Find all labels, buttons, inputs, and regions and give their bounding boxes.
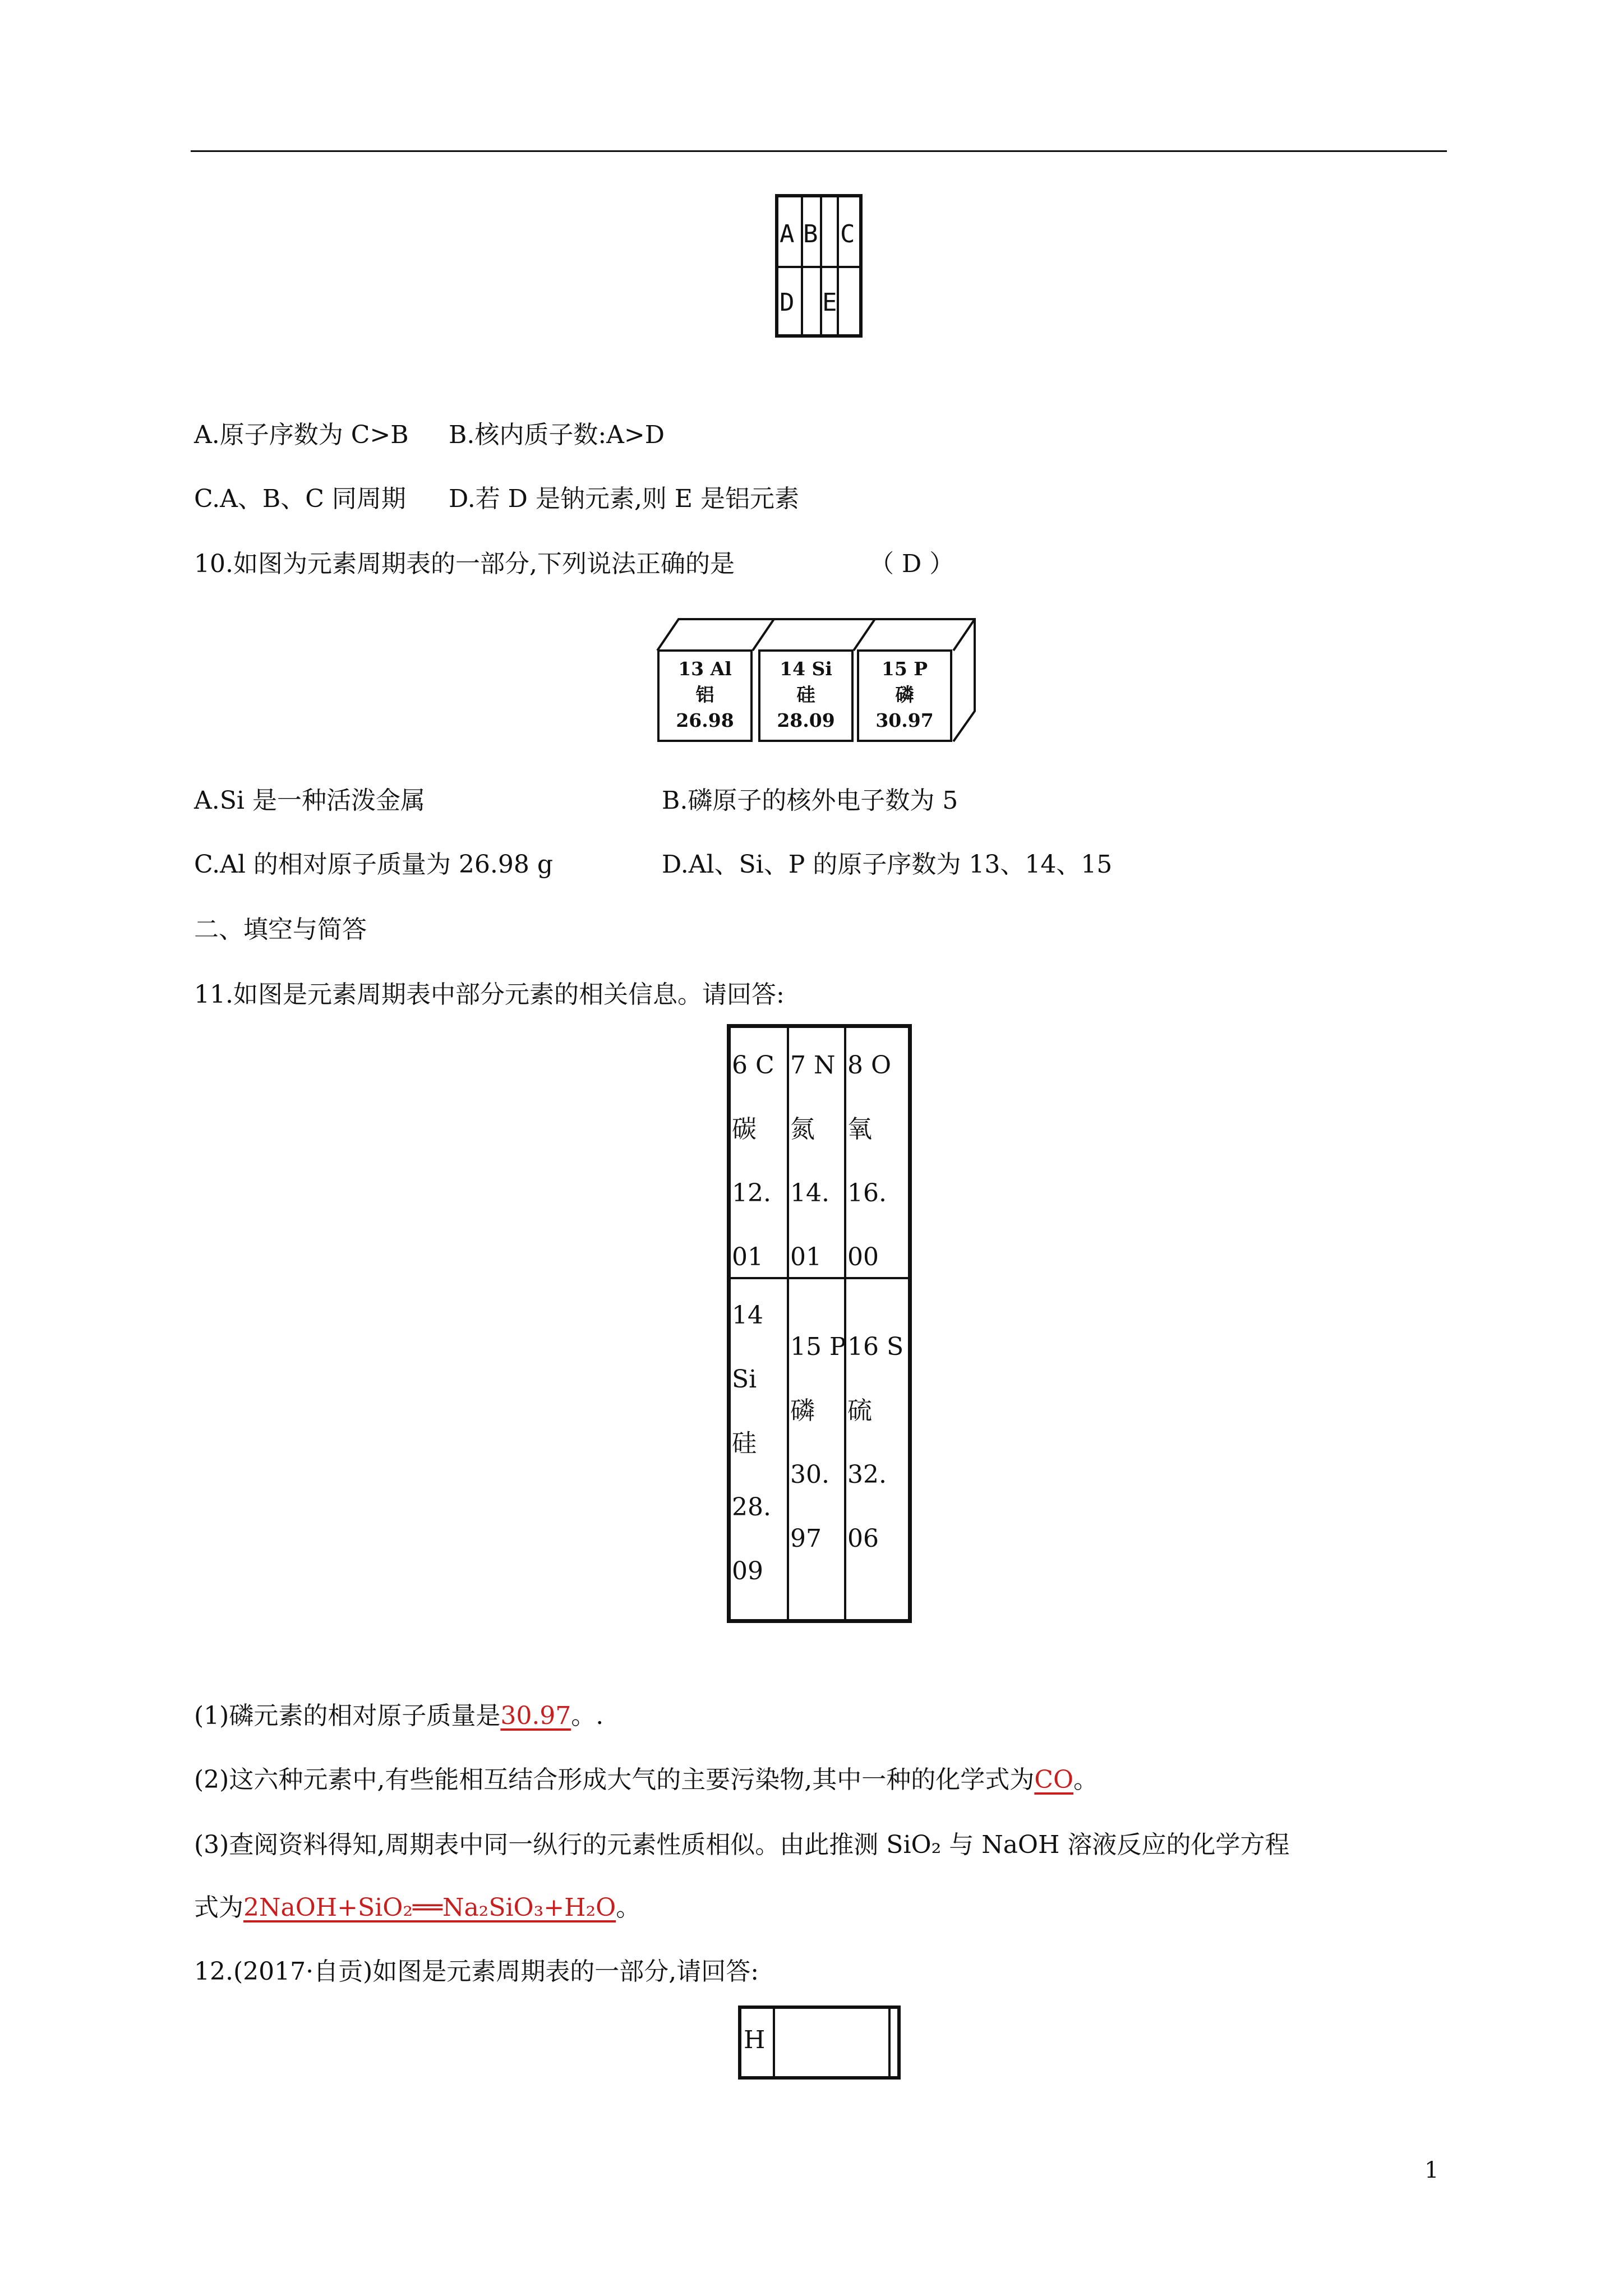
card-head: 13 Al — [678, 658, 732, 680]
q11-part3-line1: (3)查阅资料得知,周期表中同一纵行的元素性质相似。由此推测 SiO₂ 与 NaOH 溶液反应的化学方程 — [194, 1831, 1290, 1859]
card-name: 铝 — [695, 684, 714, 706]
q11-part3-line2: 式为2NaOH+SiO₂══Na₂SiO₃+H₂O。 — [194, 1893, 641, 1922]
periodic-grid-abcde — [775, 194, 863, 338]
q9-option-c: C.A、B、C 同周期 — [194, 485, 406, 513]
element-table-six — [727, 1024, 912, 1623]
table-divider — [787, 1028, 789, 1619]
q10-option-d: D.Al、Si、P 的原子序数为 13、14、15 — [662, 850, 1113, 879]
cell-hydrogen: H — [744, 2026, 766, 2054]
card-head: 14 Si — [780, 658, 832, 680]
q10-option-a: A.Si 是一种活泼金属 — [194, 786, 425, 815]
q11-part1: (1)磷元素的相对原子质量是30.97。. — [194, 1702, 604, 1730]
element-card-p — [857, 649, 952, 742]
grid-cell-c: C — [840, 220, 855, 248]
grid-divider — [778, 266, 859, 268]
element-card-si — [758, 649, 854, 742]
section-heading: 二、填空与简答 — [194, 915, 367, 944]
q11-stem: 11.如图是元素周期表中部分元素的相关信息。请回答: — [194, 980, 785, 1009]
q9-option-d: D.若 D 是钠元素,则 E 是铝元素 — [449, 485, 800, 513]
q10-option-b: B.磷原子的核外电子数为 5 — [662, 786, 958, 815]
cell-silicon: 14 Si 硅 28. 09 — [732, 1301, 771, 1585]
q12-stem: 12.(2017·自贡)如图是元素周期表的一部分,请回答: — [194, 1957, 759, 1986]
element-card-al — [657, 649, 753, 742]
grid-cell-d: D — [780, 288, 795, 317]
table-divider — [773, 2009, 775, 2076]
q10-answer: （ D ） — [869, 550, 955, 578]
q9-option-b: B.核内质子数:A>D — [449, 421, 665, 449]
grid-cell-b: B — [803, 220, 818, 248]
q10-option-c: C.Al 的相对原子质量为 26.98 g — [194, 850, 554, 879]
card-mass: 30.97 — [875, 709, 934, 731]
answer-blank: CO — [1034, 1765, 1074, 1794]
q9-option-a: A.原子序数为 C>B — [194, 421, 409, 449]
periodic-row-h — [738, 2005, 901, 2080]
cell-phosphorus: 15 P 磷 30. 97 — [790, 1333, 846, 1553]
card-name: 磷 — [895, 684, 914, 706]
card-name: 硅 — [796, 684, 815, 706]
card-mass: 28.09 — [777, 709, 835, 731]
card-head: 15 P — [881, 658, 928, 680]
cell-sulfur: 16 S 硫 32. 06 — [847, 1333, 904, 1553]
answer-blank: 2NaOH+SiO₂══Na₂SiO₃+H₂O — [243, 1893, 616, 1922]
grid-cell-a: A — [780, 220, 795, 248]
page-number: 1 — [1424, 2157, 1439, 2183]
element-cards-al-si-p — [656, 617, 981, 743]
grid-cell-e: E — [822, 288, 837, 317]
answer-blank: 30.97 — [500, 1702, 571, 1730]
cell-carbon: 6 C 碳 12. 01 — [732, 1051, 774, 1271]
q11-part2: (2)这六种元素中,有些能相互结合形成大气的主要污染物,其中一种的化学式为CO。 — [194, 1765, 1099, 1794]
cell-oxygen: 8 O 氧 16. 00 — [847, 1051, 892, 1271]
header-rule — [191, 150, 1447, 152]
card-mass: 26.98 — [676, 709, 734, 731]
table-divider — [888, 2009, 891, 2076]
cell-nitrogen: 7 N 氮 14. 01 — [790, 1051, 836, 1271]
q10-stem: 10.如图为元素周期表的一部分,下列说法正确的是 — [194, 550, 735, 578]
